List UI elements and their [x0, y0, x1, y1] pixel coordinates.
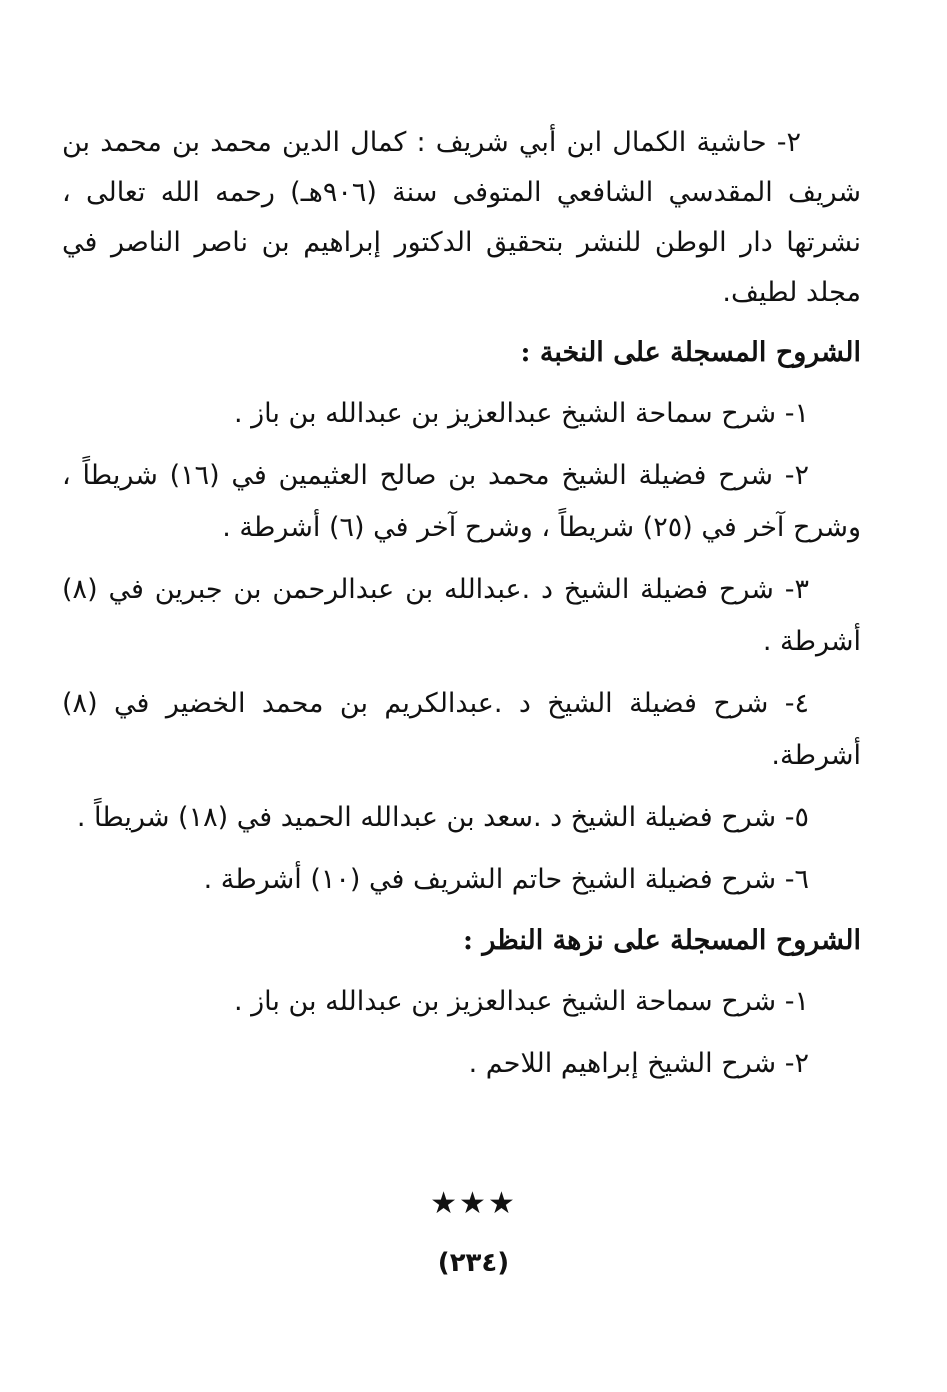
- section-nuzha: [62, 916, 861, 1090]
- list-item: ١- شرح سماحة الشيخ عبدالعزيز بن عبدالله بن باز .: [233, 398, 809, 429]
- section-separator: ★★★: [430, 1186, 517, 1221]
- page-body: [62, 118, 861, 1090]
- list-item: ٢- شرح فضيلة الشيخ محمد بن صالح العثيمين في (١٦) شريطاً ، وشرح آخر في (٢٥) شريطاً ، وشرح آخر في (٦) أشرطة .: [62, 460, 861, 543]
- list-item: ٣- شرح فضيلة الشيخ د .عبدالله بن عبدالرحمن بن جبرين في (٨) أشرطة .: [62, 574, 861, 657]
- list-item: ٥- شرح فضيلة الشيخ د .سعد بن عبدالله الحميد في (١٨) شريطاً .: [76, 802, 809, 833]
- list-item: ٤- شرح فضيلة الشيخ د .عبدالكريم بن محمد الخضير في (٨) أشرطة.: [62, 688, 861, 771]
- list-item: ٢- شرح الشيخ إبراهيم اللاحم .: [468, 1048, 809, 1079]
- intro-paragraph: ٢- حاشية الكمال ابن أبي شريف : كمال الدين محمد بن محمد بن شريف المقدسي الشافعي المتوفى سنة (٩٠٦هـ) رحمه الله تعالى ، نشرتها دار الوطن للنشر بتحقيق الدكتور إبراهيم بن ناصر الناصر في مجلد لطيف.: [62, 127, 862, 308]
- section-nukhba: [62, 328, 861, 906]
- list-item: ٦- شرح فضيلة الشيخ حاتم الشريف في (١٠) أشرطة .: [203, 864, 809, 895]
- page-number: (٢٣٤): [437, 1248, 510, 1278]
- section-heading-nukhba: الشروح المسجلة على النخبة :: [520, 337, 861, 368]
- section-heading-nuzha: الشروح المسجلة على نزهة النظر :: [462, 925, 861, 956]
- list-item: ١- شرح سماحة الشيخ عبدالعزيز بن عبدالله بن باز .: [233, 986, 809, 1017]
